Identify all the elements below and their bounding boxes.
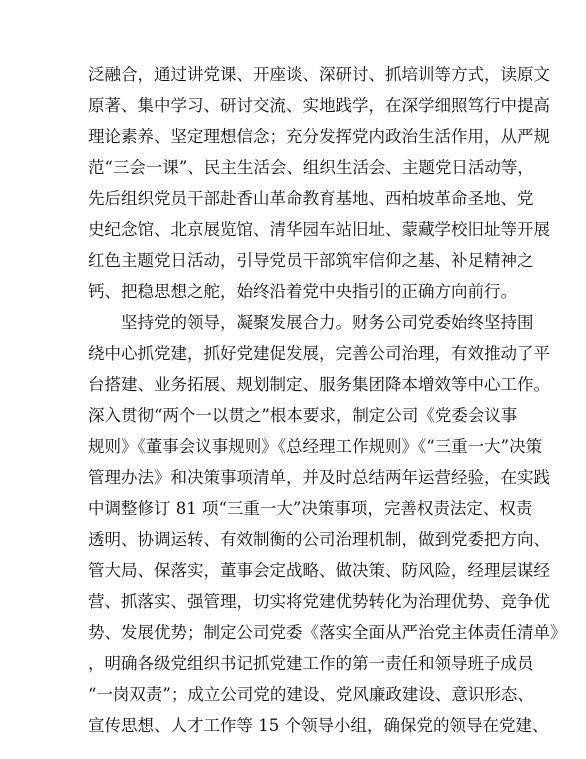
text-line: 钙、把稳思想之舵，始终沿着党中央指引的正确方向前行。: [88, 282, 517, 301]
text-line: ，明确各级党组织书记抓党建工作的第一责任和领导班子成员: [88, 654, 534, 673]
text-line: 理论素养、坚定理想信念；充分发挥党内政治生活作用，从严规: [88, 127, 550, 146]
text-line: “一岗双责”；成立公司党的建设、党风廉政建设、意识形态、: [88, 685, 534, 704]
text-line: 绕中心抓党建，抓好党建促发展，完善公司治理，有效推动了平: [88, 344, 550, 363]
paragraph-2: [88, 307, 567, 741]
text-line: 宣传思想、人才工作等 15 个领导小组，确保党的领导在党建、: [88, 716, 549, 735]
text-line: 史纪念馆、北京展览馆、清华园车站旧址、蒙藏学校旧址等开展: [88, 220, 550, 239]
text-line: 坚持党的领导，凝聚发展合力。财务公司党委始终坚持围: [121, 313, 534, 332]
text-line: 透明、协调运转、有效制衡的公司治理机制，做到党委把方向、: [88, 530, 550, 549]
text-line: 营、抓落实、强管理，切实将党建优势转化为治理优势、竞争优: [88, 592, 550, 611]
text-line: 管理办法》和决策事项清单，并及时总结两年运营经验，在实践: [88, 468, 550, 487]
text-line: 规则》《董事会议事规则》《总经理工作规则》《“三重一大”决策: [88, 437, 543, 456]
text-line: 原著、集中学习、研讨交流、实地践学，在深学细照笃行中提高: [88, 96, 550, 115]
document-body: [88, 59, 567, 741]
text-line: 深入贯彻“两个一以贯之”根本要求，制定公司《党委会议事: [88, 406, 518, 425]
text-line: 管大局、保落实，董事会定战略、做决策、防风险，经理层谋经: [88, 561, 550, 580]
text-line: 中调整修订 81 项“三重一大”决策事项，完善权责法定、权责: [88, 499, 533, 518]
text-line: 台搭建、业务拓展、规划制定、服务集团降本增效等中心工作。: [88, 375, 550, 394]
text-line: 势、发展优势；制定公司党委《落实全面从严治党主体责任清单》: [88, 623, 567, 642]
text-line: 范“三会一课”、民主生活会、组织生活会、主题党日活动等，: [88, 158, 534, 177]
paragraph-1: [88, 59, 550, 307]
text-line: 红色主题党日活动，引导党员干部筑牢信仰之基、补足精神之: [88, 251, 534, 270]
text-line: 先后组织党员干部赴香山革命教育基地、西柏坡革命圣地、党: [88, 189, 534, 208]
text-line: 泛融合，通过讲党课、开座谈、深研讨、抓培训等方式，读原文: [88, 65, 550, 84]
